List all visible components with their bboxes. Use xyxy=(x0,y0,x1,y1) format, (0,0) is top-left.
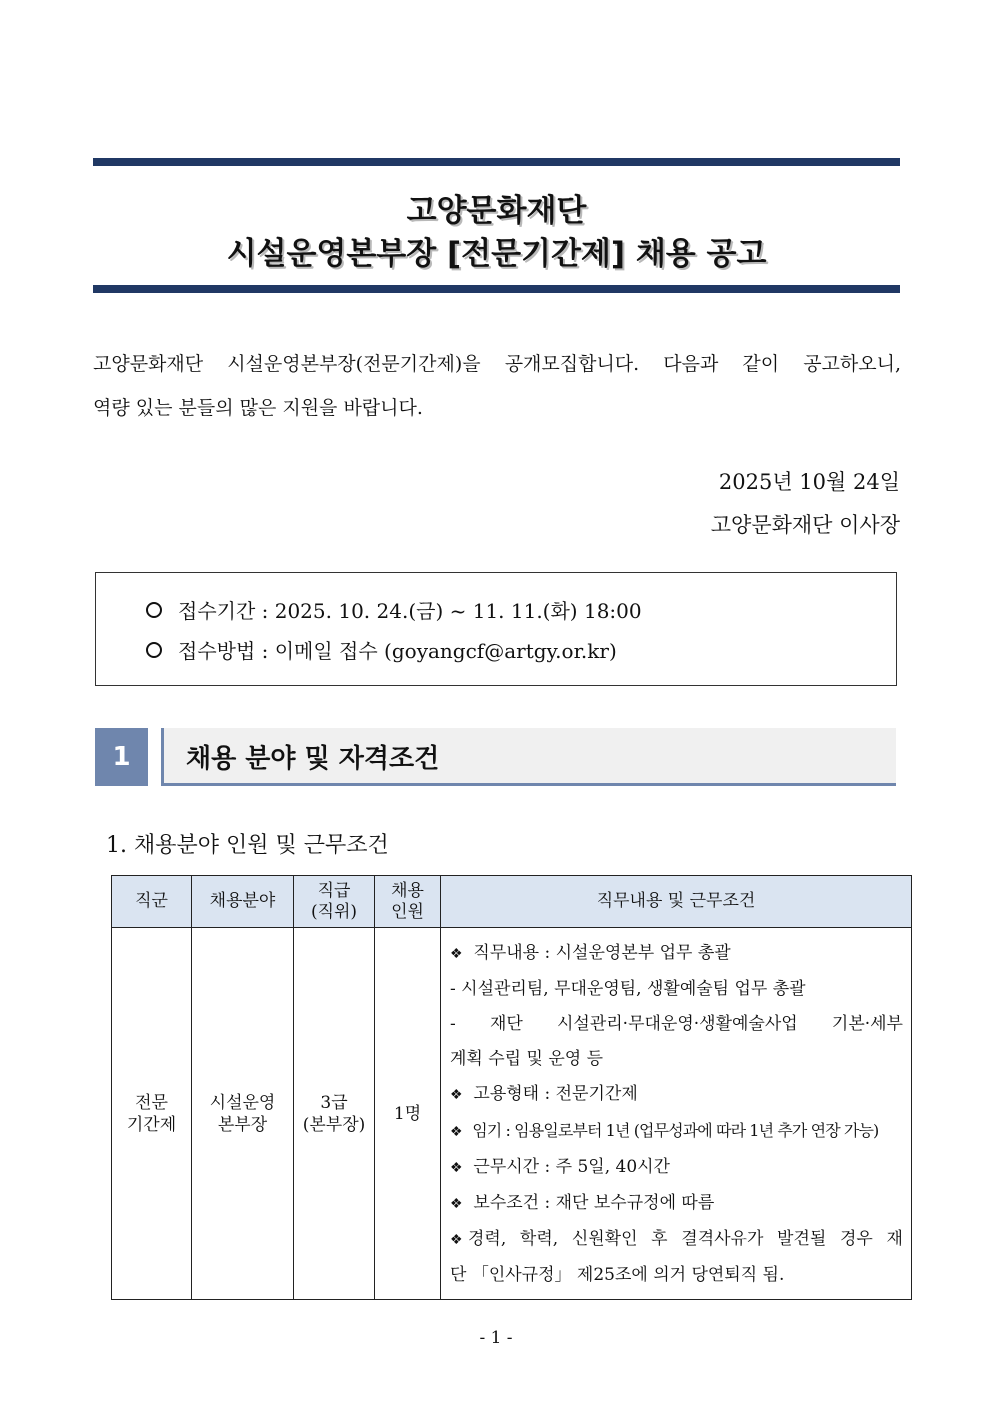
duty-text: 임기 : 임용일로부터 1년 (업무성과에 따라 1년 추가 연장 가능) xyxy=(472,1121,879,1140)
duty-word: 후 xyxy=(651,1229,668,1249)
duty-text: 보수조건 : 재단 보수규정에 따름 xyxy=(473,1193,715,1213)
duty-line-cont: 단 「인사규정」 제25조에 의거 당연퇴직 됨. xyxy=(450,1265,785,1285)
duty-word: 신원확인 xyxy=(571,1229,638,1249)
title-bottom-rule xyxy=(93,285,900,293)
header-count-l1: 채용 xyxy=(391,880,424,901)
header-count xyxy=(375,876,441,928)
duty-line xyxy=(450,936,903,972)
cell-group-l2: 기간제 xyxy=(126,1114,177,1135)
duty-word-with-icon xyxy=(450,1222,506,1258)
intro-line2: 역량 있는 분들의 많은 지원을 바랍니다. xyxy=(93,397,423,419)
cell-count: 1명 xyxy=(375,928,441,1300)
duty-subline: - 시설관리팀, 무대운영팀, 생활예술팀 업무 총괄 xyxy=(450,979,806,999)
duty-word: 재단 xyxy=(489,1014,523,1034)
header-grade xyxy=(294,876,375,928)
table-header-row xyxy=(112,876,912,928)
issuer-name: 고양문화재단 이사장 xyxy=(710,513,900,537)
header-grade-l2: (직위) xyxy=(310,901,358,922)
duty-line xyxy=(450,1150,903,1186)
duty-word: 기본·세부 xyxy=(831,1014,903,1034)
duty-line xyxy=(450,1113,903,1150)
duty-word: 학력, xyxy=(519,1229,559,1249)
cell-group-l1: 전문 xyxy=(135,1092,168,1113)
recruitment-table xyxy=(111,875,912,1300)
title-top-rule xyxy=(93,158,900,166)
info-period xyxy=(146,595,642,624)
header-grade-l1: 직급 xyxy=(317,880,351,901)
diamond-icon: ❖ xyxy=(450,1232,463,1248)
diamond-icon: ❖ xyxy=(450,946,463,962)
diamond-icon: ❖ xyxy=(450,1196,463,1212)
cell-grade-l1: 3급 xyxy=(320,1092,348,1113)
duty-line xyxy=(450,1077,903,1113)
header-duties: 직무내용 및 근무조건 xyxy=(441,876,912,928)
cell-group xyxy=(112,928,192,1300)
cell-field-l1: 시설운영 xyxy=(209,1092,276,1113)
intro-word: 공개모집합니다. xyxy=(504,353,640,375)
page-number: - 1 - xyxy=(479,1328,513,1348)
circle-icon xyxy=(146,642,162,658)
section-header-bar xyxy=(161,728,896,786)
page-title-line2: 시설운영본부장 [전문기간제] 채용 공고 xyxy=(226,236,767,272)
info-method xyxy=(146,635,617,664)
duty-subline xyxy=(450,1007,903,1042)
section-title: 채용 분야 및 자격조건 xyxy=(186,744,440,774)
intro-word: 고양문화재단 xyxy=(93,353,204,375)
duty-word: 결격사유가 xyxy=(681,1229,764,1249)
subheading: 1. 채용분야 인원 및 근무조건 xyxy=(106,833,389,858)
duty-word: 시설관리·무대운영·생활예술사업 xyxy=(556,1014,798,1034)
duty-line xyxy=(450,1222,903,1258)
table-row xyxy=(112,928,912,1300)
info-period-text: 접수기간 : 2025. 10. 24.(금) ~ 11. 11.(화) 18:00 xyxy=(178,599,642,623)
announcement-date: 2025년 10월 24일 xyxy=(718,470,900,494)
duty-word: 발견될 xyxy=(777,1229,827,1249)
duty-line xyxy=(450,1186,903,1222)
header-count-l2: 인원 xyxy=(391,901,424,922)
duty-word: - xyxy=(450,1014,456,1034)
intro-line1 xyxy=(93,342,901,386)
duty-word: 경우 xyxy=(839,1229,873,1249)
duty-text: 근무시간 : 주 5일, 40시간 xyxy=(473,1157,670,1177)
diamond-icon: ❖ xyxy=(450,1124,462,1140)
cell-grade-l2: (본부장) xyxy=(302,1114,366,1135)
diamond-icon: ❖ xyxy=(450,1160,463,1176)
duty-word: 경력, xyxy=(468,1229,507,1249)
cell-field-l2: 본부장 xyxy=(217,1114,268,1135)
diamond-icon: ❖ xyxy=(450,1087,463,1103)
page-title-line1: 고양문화재단 xyxy=(406,193,587,229)
intro-word: 다음과 xyxy=(663,353,719,375)
cell-field xyxy=(192,928,294,1300)
info-method-text: 접수방법 : 이메일 접수 (goyangcf@artgy.or.kr) xyxy=(178,639,617,663)
cell-grade xyxy=(294,928,375,1300)
circle-icon xyxy=(146,602,162,618)
intro-word: 시설운영본부장(전문기간제)을 xyxy=(227,353,481,375)
section-number: 1 xyxy=(95,728,148,786)
duty-text: 직무내용 : 시설운영본부 업무 총괄 xyxy=(473,943,731,963)
cell-duties xyxy=(441,928,912,1300)
duty-text: 고용형태 : 전문기간제 xyxy=(473,1084,638,1104)
header-field: 채용분야 xyxy=(192,876,294,928)
intro-word: 같이 xyxy=(742,353,780,375)
intro-paragraph xyxy=(93,342,901,430)
header-group: 직군 xyxy=(112,876,192,928)
duty-word: 재 xyxy=(886,1229,903,1249)
duty-subline-cont: 계획 수립 및 운영 등 xyxy=(450,1049,603,1069)
application-info-box xyxy=(95,572,897,686)
intro-word: 공고하오니, xyxy=(803,353,901,375)
